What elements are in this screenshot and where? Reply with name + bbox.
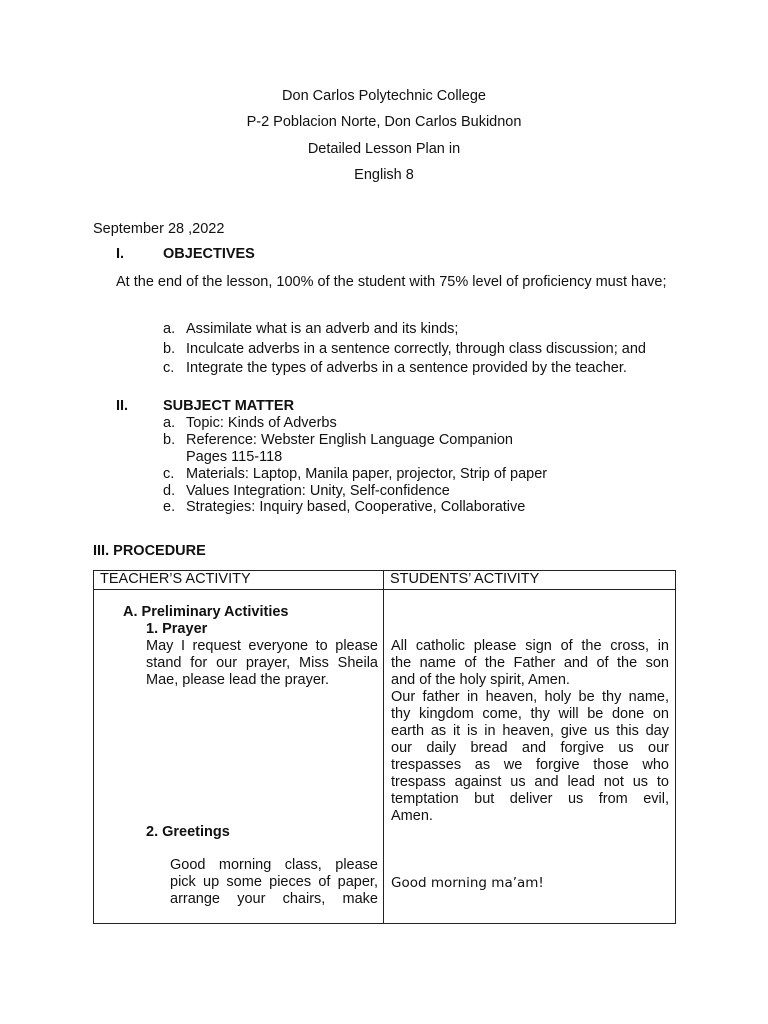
text-line: pick up some pieces of paper, bbox=[170, 874, 378, 890]
plan-title: Detailed Lesson Plan in bbox=[307, 141, 461, 157]
text-line: May I request everyone to please bbox=[146, 638, 378, 654]
school-address: P-2 Poblacion Norte, Don Carlos Bukidnon bbox=[246, 114, 522, 130]
student-prayer-text bbox=[391, 638, 669, 825]
list-marker: c. bbox=[163, 360, 175, 376]
school-name: Don Carlos Polytechnic College bbox=[282, 88, 486, 104]
student-greeting-text: Good morning ma’am! bbox=[391, 875, 544, 891]
item-prayer: 1. Prayer bbox=[146, 621, 208, 637]
section-preliminary: A. Preliminary Activities bbox=[123, 604, 289, 620]
subject-matter-item bbox=[163, 432, 513, 449]
text-line: our daily bread and forgive us our bbox=[391, 740, 669, 756]
subject-matter-item bbox=[163, 483, 450, 500]
text-line: and of the holy spirit, Amen. bbox=[391, 672, 570, 688]
procedure-heading: III. PROCEDURE bbox=[93, 543, 206, 559]
subject-matter-heading: SUBJECT MATTER bbox=[163, 398, 295, 414]
list-marker: c. bbox=[163, 466, 175, 482]
objective-item bbox=[163, 321, 458, 338]
list-marker: a. bbox=[163, 321, 176, 337]
subject-matter-numeral: II. bbox=[116, 398, 129, 414]
text-line: arrange your chairs, make bbox=[170, 891, 378, 907]
objective-item bbox=[163, 360, 627, 377]
list-text: Values Integration: Unity, Self-confidence bbox=[186, 483, 450, 499]
list-text: Assimilate what is an adverb and its kinds; bbox=[186, 321, 459, 337]
objectives-heading: OBJECTIVES bbox=[163, 246, 255, 262]
list-marker: b. bbox=[163, 341, 176, 357]
list-text: Topic: Kinds of Adverbs bbox=[186, 415, 337, 431]
list-marker: d. bbox=[163, 483, 176, 499]
text-line: the name of the Father and of the son bbox=[391, 655, 669, 671]
subject-matter-item bbox=[163, 449, 282, 466]
text-line: Good morning class, please bbox=[170, 857, 378, 873]
text-line: Amen. bbox=[391, 808, 433, 824]
table-header-row bbox=[94, 571, 676, 590]
list-text: Integrate the types of adverbs in a sentence provided by the teacher. bbox=[186, 360, 627, 376]
col-header-students: STUDENTS’ ACTIVITY bbox=[384, 571, 676, 590]
subject-matter-item bbox=[163, 415, 337, 432]
teacher-activity-cell bbox=[94, 590, 384, 924]
list-text: Materials: Laptop, Manila paper, projector, Strip of paper bbox=[186, 466, 548, 482]
subject-title: English 8 bbox=[354, 167, 414, 183]
list-marker: b. bbox=[163, 432, 176, 448]
list-text: Reference: Webster English Language Companion bbox=[186, 432, 513, 448]
subject-matter-item bbox=[163, 499, 525, 516]
item-greetings: 2. Greetings bbox=[146, 824, 230, 840]
subject-matter-item bbox=[163, 466, 547, 483]
lesson-date: September 28 ,2022 bbox=[93, 221, 225, 237]
objective-item bbox=[163, 341, 646, 358]
teacher-prayer-text bbox=[146, 638, 378, 689]
text-line: trespasses as we forgive those who bbox=[391, 757, 669, 773]
col-header-teacher: TEACHER’S ACTIVITY bbox=[94, 571, 384, 590]
teacher-greeting-text bbox=[170, 857, 378, 908]
objectives-numeral: I. bbox=[116, 246, 125, 262]
text-line: Our father in heaven, holy be thy name, bbox=[391, 689, 669, 705]
objectives-intro: At the end of the lesson, 100% of the student with 75% level of proficiency must have; bbox=[116, 274, 667, 290]
list-marker: a. bbox=[163, 415, 176, 431]
list-text: Inculcate adverbs in a sentence correctly, through class discussion; and bbox=[186, 341, 646, 357]
text-line: stand for our prayer, Miss Sheila bbox=[146, 655, 378, 671]
text-line: thy kingdom come, thy will be done on bbox=[391, 706, 669, 722]
procedure-table bbox=[93, 570, 676, 924]
list-marker: e. bbox=[163, 499, 176, 515]
text-line: temptation but deliver us from evil, bbox=[391, 791, 669, 807]
table-row bbox=[94, 590, 676, 924]
list-text: Pages 115-118 bbox=[186, 449, 283, 465]
text-line: All catholic please sign of the cross, in bbox=[391, 638, 669, 654]
students-activity-cell bbox=[384, 590, 676, 924]
text-line: trespass against us and lead not us to bbox=[391, 774, 669, 790]
text-line: earth as it is in heaven, give us this day bbox=[391, 723, 669, 739]
text-line: Mae, please lead the prayer. bbox=[146, 672, 329, 688]
list-text: Strategies: Inquiry based, Cooperative, Collaborative bbox=[186, 499, 526, 515]
